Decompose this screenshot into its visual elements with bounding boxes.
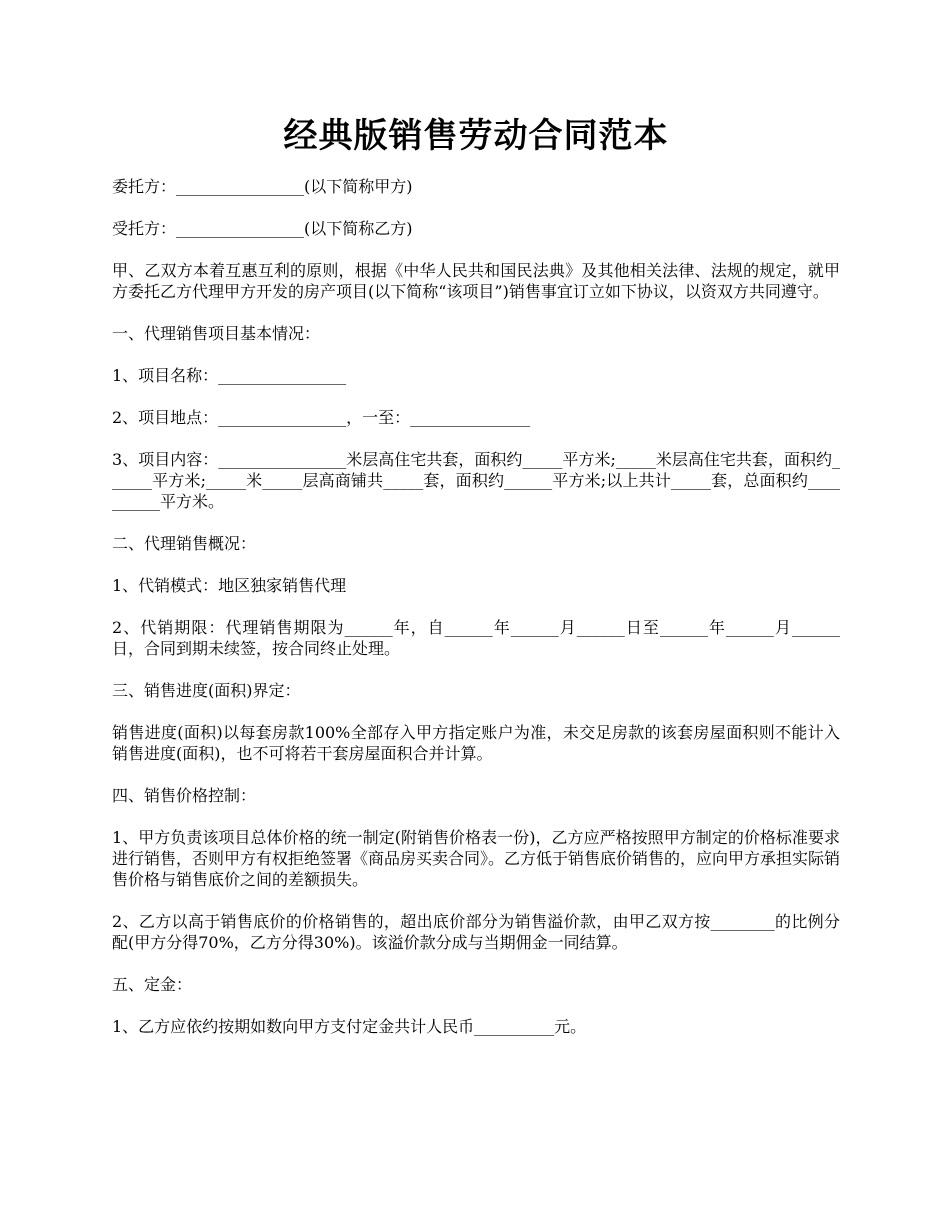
sales-progress-paragraph: 销售进度(面积)以每套房款100%全部存入甲方指定账户为准，未交足房款的该套房屋面积则不能计入销售进度(面积)，也不可将若干套房屋面积合并计算。 xyxy=(112,723,840,763)
project-content-paragraph: 3、项目内容：________________米层高住宅共套，面积约_____平方米;_____米层高住宅共套，面积约______平方米;_____米_____层高商铺共_____套，面积约______平方米;以上共计_____套，总面积约__________平方米。 xyxy=(112,450,840,511)
document-title: 经典版销售劳动合同范本 xyxy=(283,116,669,156)
section-heading-3: 三、销售进度(面积)界定： xyxy=(112,681,301,700)
section-heading-4: 四、销售价格控制： xyxy=(112,786,257,805)
party-a-line: 委托方：________________(以下简称甲方) xyxy=(112,177,413,196)
party-b-line: 受托方：________________(以下简称乙方) xyxy=(112,219,413,238)
section-heading-2: 二、代理销售概况： xyxy=(112,534,257,553)
preamble-paragraph: 甲、乙双方本着互惠互利的原则，根据《中华人民共和国民法典》及其他相关法律、法规的规定，就甲方委托乙方代理甲方开发的房产项目(以下简称“该项目”)销售事宜订立如下协议，以资双方共同遵守。 xyxy=(112,261,840,301)
price-control-paragraph-1: 1、甲方负责该项目总体价格的统一制定(附销售价格表一份)，乙方应严格按照甲方制定的价格标准要求进行销售，否则甲方有权拒绝签署《商品房买卖合同》。乙方低于销售底价销售的，应向甲方承担实际销售价格与销售底价之间的差额损失。 xyxy=(112,828,841,889)
section-heading-5: 五、定金： xyxy=(112,975,193,994)
agency-term-paragraph: 2、代销期限：代理销售期限为______年，自______年______月______日至______年______月______日，合同到期未续签，按合同终止处理。 xyxy=(112,618,840,658)
project-name-line: 1、项目名称：________________ xyxy=(112,366,347,385)
price-control-paragraph-2: 2、乙方以高于销售底价的价格销售的，超出底价部分为销售溢价款，由甲乙双方按________的比例分配(甲方分得70%，乙方分得30%)。该溢价款分成与当期佣金一同结算。 xyxy=(112,912,840,952)
project-location-line: 2、项目地点：________________，一至：_______________ xyxy=(112,408,531,427)
deposit-paragraph: 1、乙方应依约按期如数向甲方支付定金共计人民币__________元。 xyxy=(112,1017,587,1036)
document-page xyxy=(112,112,840,1058)
agency-mode-line: 1、代销模式：地区独家销售代理 xyxy=(112,576,347,595)
section-heading-1: 一、代理销售项目基本情况： xyxy=(112,324,321,343)
